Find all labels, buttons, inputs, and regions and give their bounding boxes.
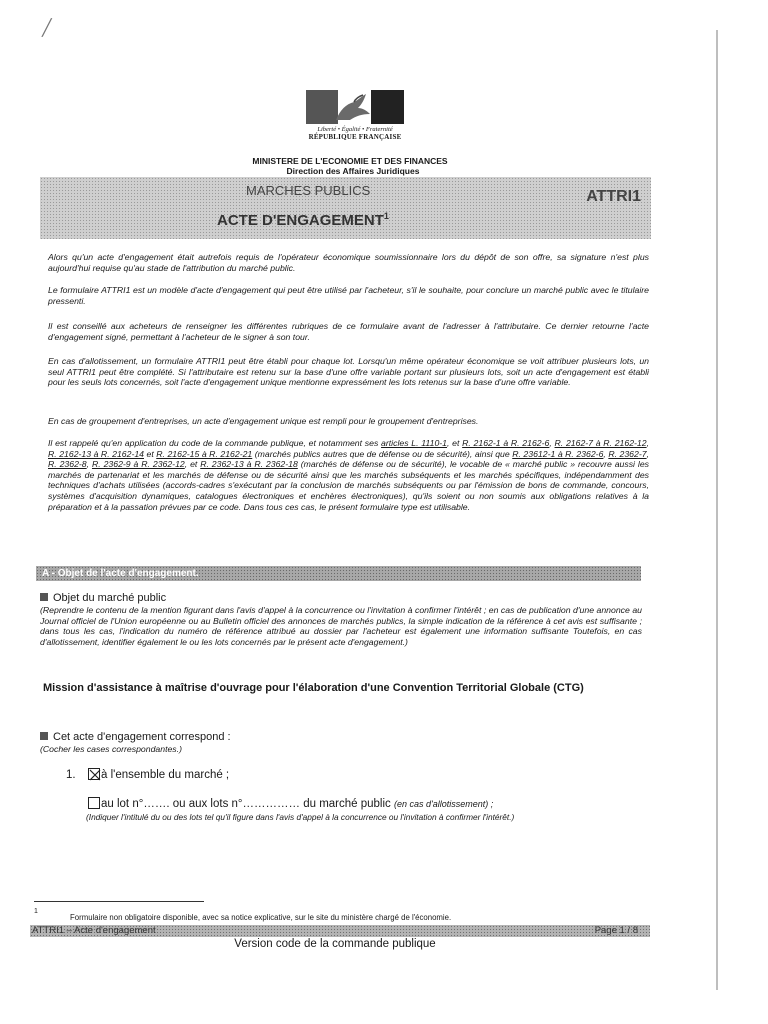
code-ref-link[interactable]: R. 2162-1 à R. 2162-6 [462,438,550,448]
code-ref-link[interactable]: R. 2162-15 à R. 2162-21 [156,448,253,459]
code-ref-link[interactable]: R. 2362-8 [48,459,87,470]
option-2-checkbox[interactable] [88,797,100,809]
option-2-help-text: (Indiquer l'intitulé du ou des lots tel qu'il figure dans l'avis d'appel à la concurrence ou l'invitation à confirmer l'intérêt.) [86,812,515,822]
intro-paragraph-5: En cas de groupement d'entreprises, un acte d'engagement unique est rempli pour le groupement d'entreprises. [48,416,479,426]
version-label: Version code de la commande publique [234,938,436,950]
form-code: ATTRI1 [586,188,641,205]
intro-paragraph-2: Le formulaire ATTRI1 est un modèle d'acte d'engagement qui peut être utilisé par l'acheteur, s'il le souhaite, pour conclure un marché public avec le titulaire pressenti. [48,285,649,306]
square-bullet-icon [40,593,48,601]
intro-paragraph-6: Il est rappelé qu'en application du code de la commande publique, et notamment ses articles L. 1110-1, et R. 2162-1 à R. 2162-6, R. 2162-7 à R. 2162-12, R. 2162-13 à R. 2162-14 et R. 2162-15 à R. 2162-21 (marchés publics autres que de défense ou de sécurité), ainsi que R. 23612-1 à R. 2362-6, R. 2362-7, R. 2362-8, R. 2362-9 à R. 2362-12, et R. 2362-13 à R. 2362-18 (marchés de défense ou de sécurité), le vocable de « marché public » recouvre aussi les marchés de partenariat et les marchés de défense ou de sécurité ainsi que les marchés subséquents et les marchés spécifiques, indépendamment des techniques d'achats utilisées (accords-cadres s'exécutant par la conclusion de marchés subséquents ou par l'émission de bons de commande, concours, systèmes d'acquisition dynamiques, catalogues électroniques et enchères électroniques), qu'ils soient ou non soumis aux obligations relatives à la préparation et à la passation prévues par ce code. Dans tous ces cas, le présent formulaire type est utilisable. [48,438,650,512]
footnote-rule [34,901,204,902]
option-1-number: 1. [66,769,76,781]
objet-help-text: (Reprendre le contenu de la mention figurant dans l'avis d'appel à la concurrence ou l'invitation à confirmer l'intérêt ; en cas de publication d'une annonce au Journal officiel de l'Union européenne ou au Bulletin officiel des annonces de marchés publics, la simple indication de la référence à cet avis est suffisante ; dans tous les cas, l'indication du numéro de référence attribué au dossier par l'acheteur est également une information suffisante Toutefois, en cas d'allotissement, identifier également le ou les lots concernés par le présent acte d'engagement.) [40,605,642,647]
scan-mark: ╱ [42,20,52,37]
code-ref-link[interactable]: R. 2162-7 à R. 2162-12 [554,438,647,448]
option-1-checkbox[interactable] [88,768,100,780]
scan-edge-line [716,30,718,990]
title-box [40,177,651,239]
intro-paragraph-3: Il est conseillé aux acheteurs de renseigner les différentes rubriques de ce formulaire avant de l'adresser à l'attributaire. Ce dernier retourne l'acte d'engagement signé, permettant à l'acheteur de le signer à son tour. [48,321,649,342]
document-title: ACTE D'ENGAGEMENT$^1$ [217,211,389,229]
correspond-heading: Cet acte d'engagement correspond : [40,731,231,743]
direction-name: Direction des Affaires Juridiques [286,166,420,176]
code-ref-link[interactable]: R. 23612-1 à R. 2362-6 [512,448,604,459]
mission-text: Mission d'assistance à maîtrise d'ouvrage pour l'élaboration d'une Convention Territorial Globale (CTG) [43,682,584,694]
section-a-heading: A - Objet de l'acte d'engagement. [36,566,641,581]
option-2-label: au lot n°……. ou aux lots n°…………… du marché public (en cas d'allotissement) ; [101,798,494,810]
code-ref-link[interactable]: articles L. 1110-1 [381,438,448,448]
footnote-number: 1 [34,908,38,915]
marianne-flag-icon [306,90,404,124]
code-ref-link[interactable]: R. 2162-13 à R. 2162-14 [48,448,144,459]
code-ref-link[interactable]: R. 2362-7 [608,448,647,459]
option-1-label: à l'ensemble du marché ; [101,769,230,781]
footer-page: Page 1 / 8 [594,925,638,936]
correspond-help-text: (Cocher les cases correspondantes.) [40,744,182,754]
footnote-mark: 1 [383,211,389,221]
ministry-name: MINISTERE DE L'ECONOMIE ET DES FINANCES [252,156,448,166]
footer-title: ATTRI1 – Acte d'engagement [32,925,156,936]
footnote-text: Formulaire non obligatoire disponible, avec sa notice explicative, sur le site du ministère chargé de l'économie. [70,913,452,922]
code-ref-link[interactable]: R. 2362-13 à R. 2362-18 [200,459,298,470]
code-ref-link[interactable]: R. 2362-9 à R. 2362-12 [91,459,185,470]
marianne-logo [306,90,404,141]
footer-bar [30,925,650,937]
square-bullet-icon [40,732,48,740]
logo-motto: Liberté • Égalité • Fraternité [317,126,393,133]
intro-paragraph-1: Alors qu'un acte d'engagement était autrefois requis de l'opérateur économique soumissionnaire lors du dépôt de son offre, sa signature n'est plus aujourd'hui requise qu'au stade de l'attribution du marché public. [48,252,649,273]
intro-paragraph-4: En cas d'allotissement, un formulaire ATTRI1 peut être établi pour chaque lot. Lorsqu'un même opérateur économique se voit attribuer plusieurs lots, un seul ATTRI1 peut être complété. Si l'attributaire est retenu sur la base d'une offre variable portant sur plusieurs lots, soit un acte d'engagement est établi pour les seuls lots concernés, soit l'acte d'engagement unique mentionne expressément les lots retenus sur la base d'une offre variable. [48,356,649,388]
marches-publics-label: MARCHES PUBLICS [246,183,371,198]
objet-heading: Objet du marché public [40,592,166,604]
logo-republic: RÉPUBLIQUE FRANÇAISE [308,133,402,141]
